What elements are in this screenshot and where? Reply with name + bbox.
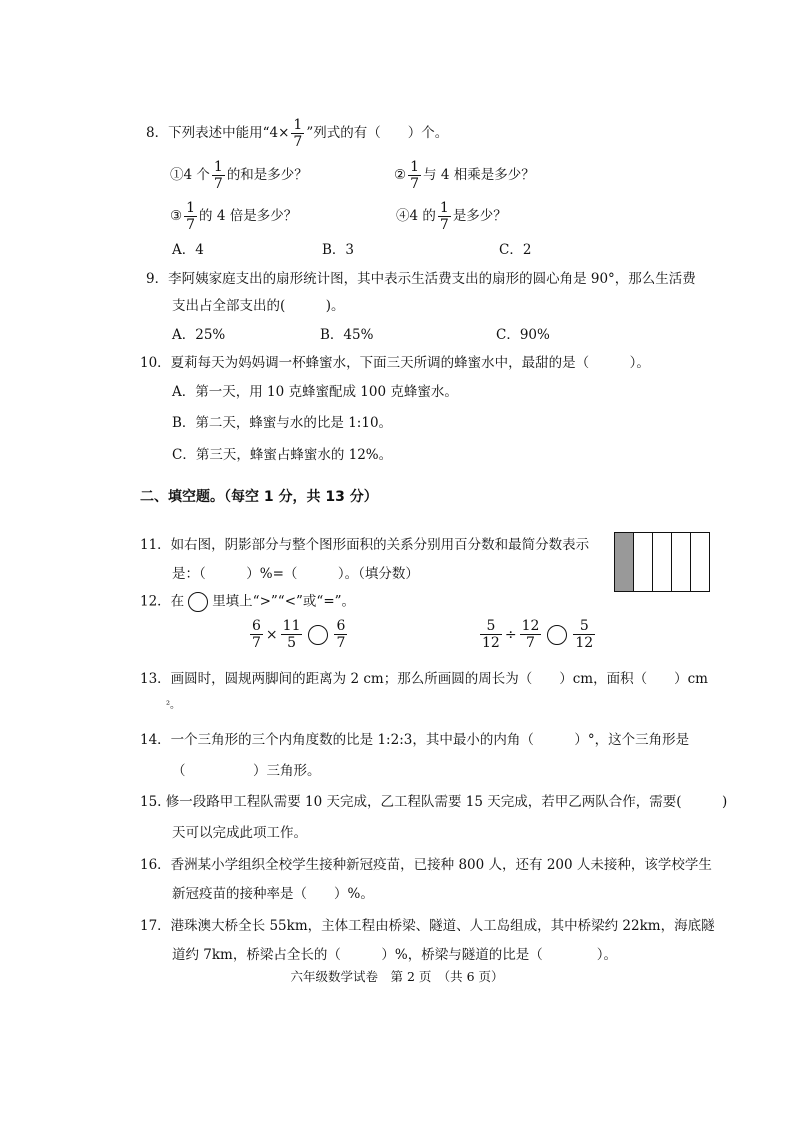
question-16-line-1: 16．香洲某小学组织全校学生接种新冠疫苗，已接种 800 人，还有 200 人未接种，该学校学生 xyxy=(140,857,712,873)
q9-choice-a: A．25% xyxy=(172,327,226,343)
question-11-line-2: 是：（ ）%=（ ）。（填分数） xyxy=(172,566,419,582)
question-17-line-1: 17．港珠澳大桥全长 55km，主体工程由桥梁、隧道、人工岛组成，其中桥梁约 22km，海底隧 xyxy=(140,918,715,934)
question-8 xyxy=(146,117,448,150)
q8-fraction: $\frac{1}{7}$ xyxy=(293,117,303,150)
question-16-line-2: 新冠疫苗的接种率是（ ）%。 xyxy=(172,886,374,902)
question-9-line-1: 9．李阿姨家庭支出的扇形统计图，其中表示生活费支出的扇形的圆心角是 90°，那么生活费 xyxy=(146,271,696,287)
compare-circle-icon xyxy=(188,592,208,612)
question-11-line-1: 11．如右图，阴影部分与整个图形面积的关系分别用百分数和最简分数表示 xyxy=(140,537,590,553)
q9-choice-c: C．90% xyxy=(496,327,550,343)
q12-expression-right: $\frac{5}{12}$ ÷ $\frac{12}{7}$ $\frac{5}{12}$ xyxy=(482,618,594,651)
q10-choice-a: A．第一天，用 10 克蜂蜜配成 100 克蜂蜜水。 xyxy=(172,384,458,400)
unshaded-part xyxy=(672,533,691,591)
page-footer: 六年级数学试卷 第 2 页 （共 6 页） xyxy=(290,969,504,984)
compare-circle-icon xyxy=(308,625,328,645)
unshaded-part xyxy=(691,533,709,591)
question-9-line-2: 支出占全部支出的( )。 xyxy=(172,298,345,314)
q12-expression-left: $\frac{6}{7}$ × $\frac{11}{5}$ $\frac{6}{7}$ xyxy=(252,618,346,651)
section-2-note: （每空 1 分，共 13 分） xyxy=(224,489,378,505)
q8-option-2: ② $\frac{1}{7}$ 与 4 相乘是多少？ xyxy=(394,159,535,192)
question-12: 12．在 里填上“>”“<”或“=”。 xyxy=(140,592,355,612)
q8-option-3: ③ $\frac{1}{7}$ 的 4 倍是多少？ xyxy=(170,200,298,233)
compare-circle-icon xyxy=(547,625,567,645)
shaded-part xyxy=(615,533,634,591)
q8-choice-b: B．3 xyxy=(322,242,355,258)
q8-choice-c: C．2 xyxy=(499,242,532,258)
q10-choice-c: C．第三天，蜂蜜占蜂蜜水的 12%。 xyxy=(172,447,393,463)
q8-text-post: ”列式的有（ ）个。 xyxy=(306,125,449,141)
q8-option-1: ①4 个 $\frac{1}{7}$ 的和是多少？ xyxy=(170,159,308,192)
question-15-line-2: 天可以完成此项工作。 xyxy=(172,825,307,841)
question-13-line-2: ²。 xyxy=(166,700,181,711)
question-13-line-1: 13．画圆时，圆规两脚间的距离为 2 cm；那么所画圆的周长为（ ）cm，面积（ ）cm xyxy=(140,671,708,687)
question-14-line-1: 14．一个三角形的三个内角度数的比是 1:2:3，其中最小的内角（ ）°，这个三角形是 xyxy=(140,732,690,748)
q9-choice-b: B．45% xyxy=(320,327,374,343)
question-10-line-1: 10．夏莉每天为妈妈调一杯蜂蜜水，下面三天所调的蜂蜜水中，最甜的是（ ）。 xyxy=(140,355,650,371)
unshaded-part xyxy=(634,533,653,591)
q8-expression-integer: 4× xyxy=(269,125,290,141)
question-17-line-2: 道约 7km，桥梁占全长的（ ）%，桥梁与隧道的比是（ ）。 xyxy=(172,947,617,963)
q8-option-4: ④4 的 $\frac{1}{7}$ 是多少？ xyxy=(396,200,507,233)
unshaded-part xyxy=(653,533,672,591)
section-2-heading xyxy=(140,488,378,506)
section-2-title: 二、填空题。 xyxy=(140,489,224,505)
question-14-line-2: （ ）三角形。 xyxy=(172,763,321,779)
q8-text-pre: 8．下列表述中能用“ xyxy=(146,125,270,141)
q8-choice-a: A．4 xyxy=(172,242,204,258)
q11-shaded-rectangle-figure xyxy=(614,532,710,592)
q10-choice-b: B．第二天，蜂蜜与水的比是 1:10。 xyxy=(172,415,393,431)
question-15-line-1: 15. 修一段路甲工程队需要 10 天完成，乙工程队需要 15 天完成，若甲乙两队合作，需要( ) xyxy=(140,794,728,810)
